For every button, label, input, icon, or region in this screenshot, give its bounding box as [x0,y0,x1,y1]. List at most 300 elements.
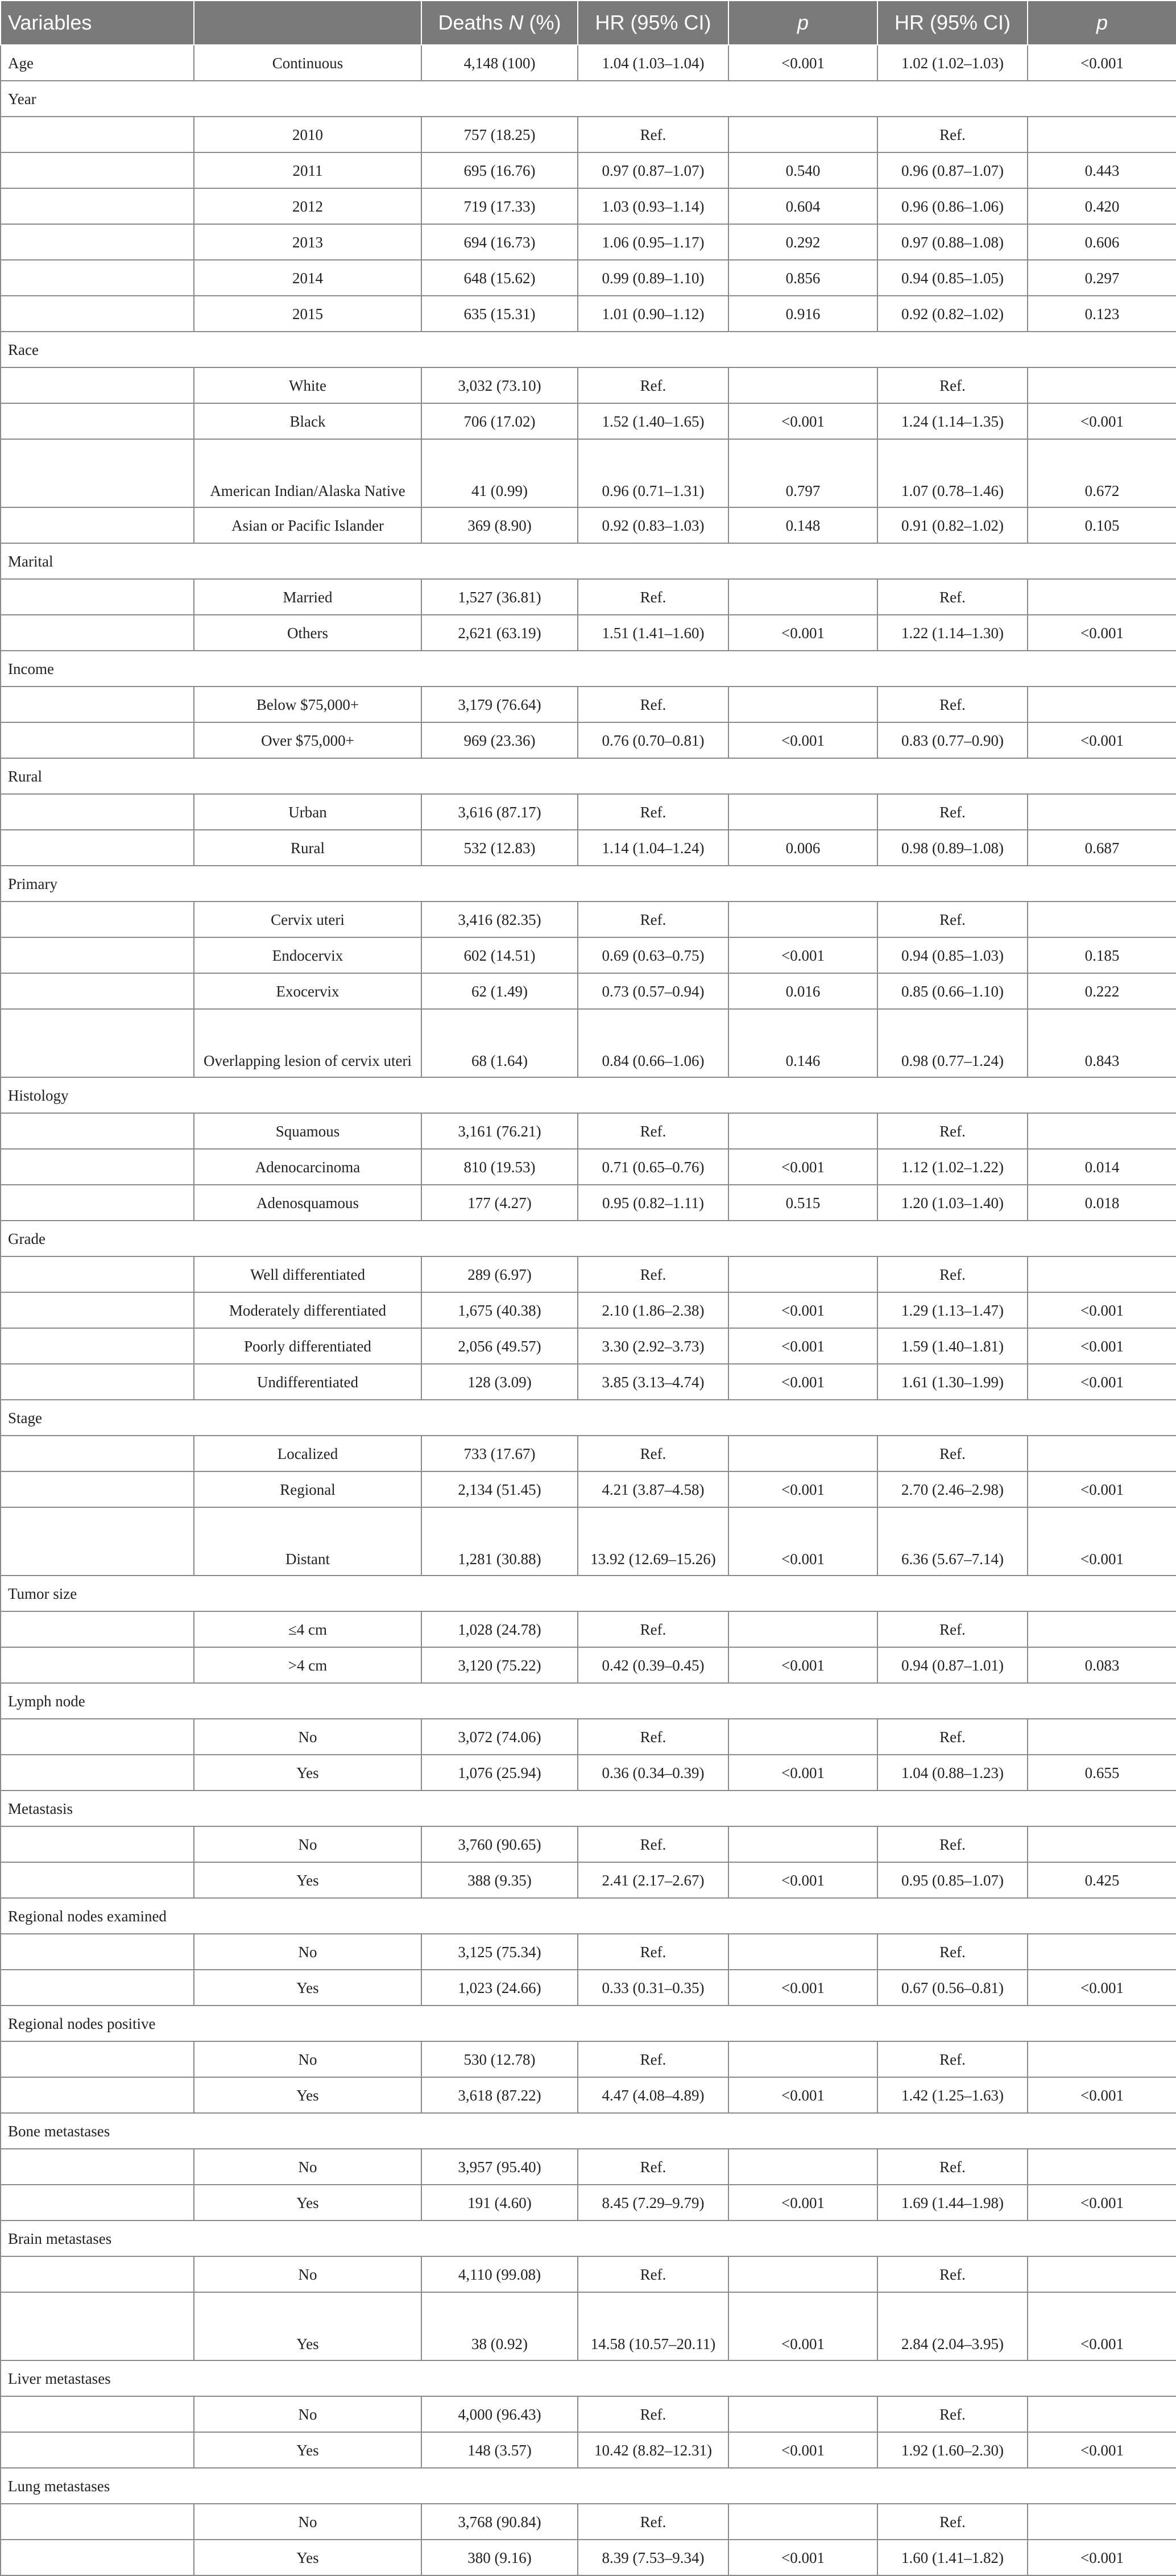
p-multivariate-cell [1028,2504,1176,2540]
table-row [1,2185,1176,2221]
deaths-cell: 3,179 (76.64) [421,687,578,722]
deaths-cell: 191 (4.60) [421,2185,578,2221]
p-univariate-cell [728,902,877,937]
hr-univariate-cell: 1.03 (0.93–1.14) [578,188,728,224]
group-label: Lymph node [1,1683,1176,1719]
p-multivariate-cell [1028,902,1176,937]
hr-multivariate-cell: 1.69 (1.44–1.98) [877,2185,1028,2221]
p-univariate-cell: <0.001 [728,1364,877,1400]
hr-multivariate-cell: Ref. [877,1719,1028,1755]
category-cell: Continuous [194,45,421,81]
p-univariate-cell [728,1719,877,1755]
p-multivariate-cell [1028,2041,1176,2077]
deaths-cell: 68 (1.64) [421,1009,578,1077]
deaths-cell: 369 (8.90) [421,507,578,543]
category-cell: Moderately differentiated [194,1292,421,1328]
deaths-cell: 706 (17.02) [421,403,578,439]
p-univariate-cell [728,2041,877,2077]
table-row [1,902,1176,937]
variable-cell [1,1507,194,1576]
group-header-row [1,1791,1176,1826]
hr-univariate-cell: 0.76 (0.70–0.81) [578,722,728,758]
category-cell: No [194,2396,421,2432]
hr-univariate-cell: 1.14 (1.04–1.24) [578,830,728,866]
p-univariate-cell [728,367,877,403]
table-row [1,1328,1176,1364]
table-row [1,830,1176,866]
p-multivariate-cell [1028,1113,1176,1149]
hr-univariate-cell: Ref. [578,1826,728,1862]
deaths-cell: 4,148 (100) [421,45,578,81]
hr-multivariate-cell: 1.60 (1.41–1.82) [877,2540,1028,2575]
p-univariate-cell [728,1436,877,1471]
p-multivariate-cell: <0.001 [1028,45,1176,81]
p-univariate-cell: <0.001 [728,45,877,81]
header-hr-univariate: HR (95% CI) [578,1,728,45]
deaths-cell: 3,957 (95.40) [421,2149,578,2185]
p-univariate-cell: <0.001 [728,1970,877,2006]
table-row [1,1149,1176,1185]
deaths-cell: 41 (0.99) [421,439,578,507]
hr-multivariate-cell: 0.98 (0.89–1.08) [877,830,1028,866]
variable-cell [1,615,194,651]
p-multivariate-cell: 0.420 [1028,188,1176,224]
hr-multivariate-cell: 1.24 (1.14–1.35) [877,403,1028,439]
hr-multivariate-cell: 0.85 (0.66–1.10) [877,973,1028,1009]
deaths-cell: 757 (18.25) [421,117,578,152]
p-multivariate-cell: <0.001 [1028,615,1176,651]
category-cell: 2015 [194,296,421,332]
p-multivariate-cell: 0.655 [1028,1755,1176,1791]
deaths-cell: 148 (3.57) [421,2432,578,2468]
hr-multivariate-cell: Ref. [877,902,1028,937]
group-label: Bone metastases [1,2113,1176,2149]
hr-univariate-cell: Ref. [578,2504,728,2540]
variable-cell [1,973,194,1009]
group-header-row [1,2221,1176,2256]
p-univariate-cell: 0.916 [728,296,877,332]
hr-univariate-cell: Ref. [578,117,728,152]
group-header-row [1,651,1176,687]
group-header-row [1,1221,1176,1256]
p-multivariate-cell: <0.001 [1028,722,1176,758]
p-univariate-cell: <0.001 [728,1862,877,1898]
p-multivariate-cell [1028,2256,1176,2292]
table-row [1,260,1176,296]
hr-univariate-cell: 0.92 (0.83–1.03) [578,507,728,543]
header-p-univariate: p [728,1,877,45]
p-univariate-cell [728,1611,877,1647]
p-multivariate-cell: 0.425 [1028,1862,1176,1898]
header-deaths-prefix: Deaths [438,11,509,34]
hr-univariate-cell: 0.97 (0.87–1.07) [578,152,728,188]
group-label: Income [1,651,1176,687]
hr-univariate-cell: 0.33 (0.31–0.35) [578,1970,728,2006]
p-univariate-cell: <0.001 [728,1149,877,1185]
p-univariate-cell: <0.001 [728,1755,877,1791]
variable-cell [1,1256,194,1292]
category-cell: 2012 [194,188,421,224]
group-label: Rural [1,758,1176,794]
category-cell: No [194,1719,421,1755]
p-univariate-cell: <0.001 [728,615,877,651]
hr-multivariate-cell: 0.98 (0.77–1.24) [877,1009,1028,1077]
hr-univariate-cell: 0.96 (0.71–1.31) [578,439,728,507]
group-header-row [1,1077,1176,1113]
p-univariate-cell: <0.001 [728,1647,877,1683]
variable-cell [1,579,194,615]
category-cell: 2010 [194,117,421,152]
hr-multivariate-cell: Ref. [877,1113,1028,1149]
p-multivariate-cell: 0.672 [1028,439,1176,507]
group-label: Primary [1,866,1176,902]
group-label: Tumor size [1,1576,1176,1611]
category-cell: Rural [194,830,421,866]
variable-cell [1,722,194,758]
p-multivariate-cell: 0.083 [1028,1647,1176,1683]
hr-multivariate-cell: 0.83 (0.77–0.90) [877,722,1028,758]
category-cell: Overlapping lesion of cervix uteri [194,1009,421,1077]
hr-multivariate-cell: Ref. [877,367,1028,403]
hr-univariate-cell: 4.47 (4.08–4.89) [578,2077,728,2113]
group-header-row [1,1576,1176,1611]
p-univariate-cell: 0.856 [728,260,877,296]
variable-cell: Age [1,45,194,81]
group-label: Brain metastases [1,2221,1176,2256]
variable-cell [1,2504,194,2540]
deaths-cell: 128 (3.09) [421,1364,578,1400]
table-row [1,615,1176,651]
hr-univariate-cell: 3.85 (3.13–4.74) [578,1364,728,1400]
group-header-row [1,1898,1176,1934]
table-row [1,2077,1176,2113]
p-multivariate-cell: 0.018 [1028,1185,1176,1221]
variable-cell [1,1970,194,2006]
group-label: Grade [1,1221,1176,1256]
table-row [1,1185,1176,1221]
hr-univariate-cell: Ref. [578,2149,728,2185]
table-row [1,2041,1176,2077]
p-multivariate-cell: 0.105 [1028,507,1176,543]
hr-univariate-cell: 2.41 (2.17–2.67) [578,1862,728,1898]
table-row [1,1826,1176,1862]
p-multivariate-cell: <0.001 [1028,2185,1176,2221]
category-cell: Squamous [194,1113,421,1149]
category-cell: ≤4 cm [194,1611,421,1647]
category-cell: Yes [194,2077,421,2113]
category-cell: Below $75,000+ [194,687,421,722]
hr-univariate-cell: Ref. [578,579,728,615]
hr-multivariate-cell: Ref. [877,794,1028,830]
deaths-cell: 1,076 (25.94) [421,1755,578,1791]
deaths-cell: 3,760 (90.65) [421,1826,578,1862]
p-univariate-cell: <0.001 [728,722,877,758]
table-row [1,579,1176,615]
table-row [1,1755,1176,1791]
deaths-cell: 2,621 (63.19) [421,615,578,651]
p-univariate-cell [728,1934,877,1970]
p-univariate-cell: 0.148 [728,507,877,543]
category-cell: Undifferentiated [194,1364,421,1400]
table-row [1,2256,1176,2292]
variable-cell [1,794,194,830]
table-row [1,1507,1176,1576]
deaths-cell: 3,161 (76.21) [421,1113,578,1149]
hr-univariate-cell: 0.73 (0.57–0.94) [578,973,728,1009]
table-row [1,722,1176,758]
category-cell: Yes [194,2432,421,2468]
table-body [1,45,1176,2575]
deaths-cell: 733 (17.67) [421,1436,578,1471]
deaths-cell: 602 (14.51) [421,937,578,973]
hr-multivariate-cell: 1.92 (1.60–2.30) [877,2432,1028,2468]
p-univariate-cell [728,794,877,830]
hr-multivariate-cell: 1.07 (0.78–1.46) [877,439,1028,507]
hr-multivariate-cell: Ref. [877,1436,1028,1471]
variable-cell [1,1292,194,1328]
hr-multivariate-cell: Ref. [877,2149,1028,2185]
variable-cell [1,260,194,296]
p-multivariate-cell: 0.222 [1028,973,1176,1009]
hr-multivariate-cell: 0.96 (0.86–1.06) [877,188,1028,224]
category-cell: Regional [194,1471,421,1507]
hr-multivariate-cell: 1.02 (1.02–1.03) [877,45,1028,81]
variable-cell [1,507,194,543]
p-multivariate-cell: <0.001 [1028,1471,1176,1507]
hr-univariate-cell: 0.95 (0.82–1.11) [578,1185,728,1221]
variable-cell [1,1647,194,1683]
variable-cell [1,367,194,403]
p-multivariate-cell: <0.001 [1028,403,1176,439]
deaths-cell: 4,110 (99.08) [421,2256,578,2292]
category-cell: Black [194,403,421,439]
hr-multivariate-cell: 0.96 (0.87–1.07) [877,152,1028,188]
deaths-cell: 969 (23.36) [421,722,578,758]
table-row [1,367,1176,403]
p-univariate-cell: <0.001 [728,1507,877,1576]
table-row [1,2504,1176,2540]
category-cell: Yes [194,2540,421,2575]
p-univariate-cell [728,2149,877,2185]
p-multivariate-cell: 0.014 [1028,1149,1176,1185]
table-row [1,296,1176,332]
p-multivariate-cell [1028,1436,1176,1471]
p-univariate-cell [728,2256,877,2292]
hr-multivariate-cell: 1.61 (1.30–1.99) [877,1364,1028,1400]
variable-cell [1,2185,194,2221]
category-cell: No [194,2041,421,2077]
hr-multivariate-cell: 1.22 (1.14–1.30) [877,615,1028,651]
p-univariate-cell [728,1826,877,1862]
header-deaths-suffix: (%) [523,11,561,34]
hr-multivariate-cell: Ref. [877,117,1028,152]
category-cell: Localized [194,1436,421,1471]
hr-multivariate-cell: Ref. [877,2504,1028,2540]
hr-multivariate-cell: 0.97 (0.88–1.08) [877,224,1028,260]
table-row [1,1934,1176,1970]
hr-univariate-cell: Ref. [578,1934,728,1970]
hr-multivariate-cell: Ref. [877,579,1028,615]
category-cell: No [194,1934,421,1970]
deaths-cell: 3,032 (73.10) [421,367,578,403]
group-label: Liver metastases [1,2360,1176,2396]
category-cell: Yes [194,2292,421,2360]
category-cell: Endocervix [194,937,421,973]
variable-cell [1,2432,194,2468]
header-variables: Variables [1,1,194,45]
deaths-cell: 62 (1.49) [421,973,578,1009]
p-multivariate-cell [1028,2396,1176,2432]
hr-multivariate-cell: Ref. [877,1826,1028,1862]
group-header-row [1,758,1176,794]
p-univariate-cell [728,2396,877,2432]
variable-cell [1,117,194,152]
hr-univariate-cell: 1.01 (0.90–1.12) [578,296,728,332]
p-multivariate-cell [1028,117,1176,152]
p-univariate-cell: 0.292 [728,224,877,260]
table-row [1,45,1176,81]
p-multivariate-cell: 0.443 [1028,152,1176,188]
p-multivariate-cell: <0.001 [1028,2292,1176,2360]
hr-multivariate-cell: Ref. [877,1256,1028,1292]
p-univariate-cell: <0.001 [728,2292,877,2360]
p-multivariate-cell [1028,2149,1176,2185]
table-row [1,1647,1176,1683]
p-multivariate-cell: <0.001 [1028,2432,1176,2468]
p-univariate-cell: 0.540 [728,152,877,188]
variable-cell [1,1862,194,1898]
hr-multivariate-cell: 0.91 (0.82–1.02) [877,507,1028,543]
group-label: Stage [1,1400,1176,1436]
category-cell: Yes [194,2185,421,2221]
hr-univariate-cell: Ref. [578,1113,728,1149]
hr-multivariate-cell: 0.92 (0.82–1.02) [877,296,1028,332]
deaths-cell: 1,023 (24.66) [421,1970,578,2006]
variable-cell [1,1113,194,1149]
group-header-row [1,866,1176,902]
category-cell: Others [194,615,421,651]
hr-multivariate-cell: 0.95 (0.85–1.07) [877,1862,1028,1898]
category-cell: American Indian/Alaska Native [194,439,421,507]
hr-multivariate-cell: Ref. [877,1934,1028,1970]
hr-multivariate-cell: 1.20 (1.03–1.40) [877,1185,1028,1221]
deaths-cell: 3,768 (90.84) [421,2504,578,2540]
category-cell: No [194,2256,421,2292]
p-multivariate-cell: <0.001 [1028,1292,1176,1328]
variable-cell [1,1755,194,1791]
deaths-cell: 648 (15.62) [421,260,578,296]
group-label: Regional nodes examined [1,1898,1176,1934]
table-row [1,1970,1176,2006]
p-multivariate-cell: <0.001 [1028,1328,1176,1364]
p-multivariate-cell: <0.001 [1028,2077,1176,2113]
hr-univariate-cell: 8.45 (7.29–9.79) [578,2185,728,2221]
hr-univariate-cell: 0.36 (0.34–0.39) [578,1755,728,1791]
category-cell: Married [194,579,421,615]
category-cell: Yes [194,1970,421,2006]
deaths-cell: 1,527 (36.81) [421,579,578,615]
p-univariate-cell [728,1113,877,1149]
table-row [1,117,1176,152]
table-row [1,439,1176,507]
group-label: Marital [1,543,1176,579]
p-multivariate-cell: 0.843 [1028,1009,1176,1077]
variable-cell [1,1471,194,1507]
hr-univariate-cell: 1.51 (1.41–1.60) [578,615,728,651]
p-univariate-cell: <0.001 [728,1328,877,1364]
group-header-row [1,2468,1176,2504]
hr-multivariate-cell: 0.94 (0.85–1.05) [877,260,1028,296]
variable-cell [1,1328,194,1364]
variable-cell [1,296,194,332]
table-row [1,1862,1176,1898]
deaths-cell: 695 (16.76) [421,152,578,188]
deaths-cell: 289 (6.97) [421,1256,578,1292]
p-univariate-cell: 0.515 [728,1185,877,1221]
deaths-cell: 719 (17.33) [421,188,578,224]
deaths-cell: 532 (12.83) [421,830,578,866]
p-multivariate-cell [1028,579,1176,615]
p-multivariate-cell: 0.185 [1028,937,1176,973]
table-row [1,507,1176,543]
hr-multivariate-cell: Ref. [877,2041,1028,2077]
group-header-row [1,2113,1176,2149]
table-row [1,152,1176,188]
category-cell: Yes [194,1862,421,1898]
header-category [194,1,421,45]
hr-univariate-cell: Ref. [578,1436,728,1471]
category-cell: Adenocarcinoma [194,1149,421,1185]
p-univariate-cell: 0.016 [728,973,877,1009]
hr-univariate-cell: 3.30 (2.92–3.73) [578,1328,728,1364]
variable-cell [1,830,194,866]
variable-cell [1,2149,194,2185]
table-row [1,794,1176,830]
table-row [1,1471,1176,1507]
hr-multivariate-cell: 0.94 (0.87–1.01) [877,1647,1028,1683]
group-label: Metastasis [1,1791,1176,1826]
deaths-cell: 3,120 (75.22) [421,1647,578,1683]
deaths-cell: 177 (4.27) [421,1185,578,1221]
hr-multivariate-cell: 2.84 (2.04–3.95) [877,2292,1028,2360]
deaths-cell: 694 (16.73) [421,224,578,260]
hr-univariate-cell: 0.84 (0.66–1.06) [578,1009,728,1077]
deaths-cell: 3,125 (75.34) [421,1934,578,1970]
deaths-cell: 635 (15.31) [421,296,578,332]
table-row [1,973,1176,1009]
hr-univariate-cell: Ref. [578,1719,728,1755]
table-row [1,2396,1176,2432]
table-row [1,1611,1176,1647]
variable-cell [1,902,194,937]
category-cell: Cervix uteri [194,902,421,937]
p-multivariate-cell [1028,687,1176,722]
group-header-row [1,332,1176,367]
hr-univariate-cell: Ref. [578,1611,728,1647]
hr-univariate-cell: 1.06 (0.95–1.17) [578,224,728,260]
category-cell: Adenosquamous [194,1185,421,1221]
hr-multivariate-cell: Ref. [877,2256,1028,2292]
hr-univariate-cell: 1.52 (1.40–1.65) [578,403,728,439]
p-univariate-cell: <0.001 [728,2077,877,2113]
hr-univariate-cell: 10.42 (8.82–12.31) [578,2432,728,2468]
p-univariate-cell: <0.001 [728,937,877,973]
p-univariate-cell: <0.001 [728,403,877,439]
hr-univariate-cell: 14.58 (10.57–20.11) [578,2292,728,2360]
category-cell: White [194,367,421,403]
variable-cell [1,1436,194,1471]
hr-multivariate-cell: 6.36 (5.67–7.14) [877,1507,1028,1576]
